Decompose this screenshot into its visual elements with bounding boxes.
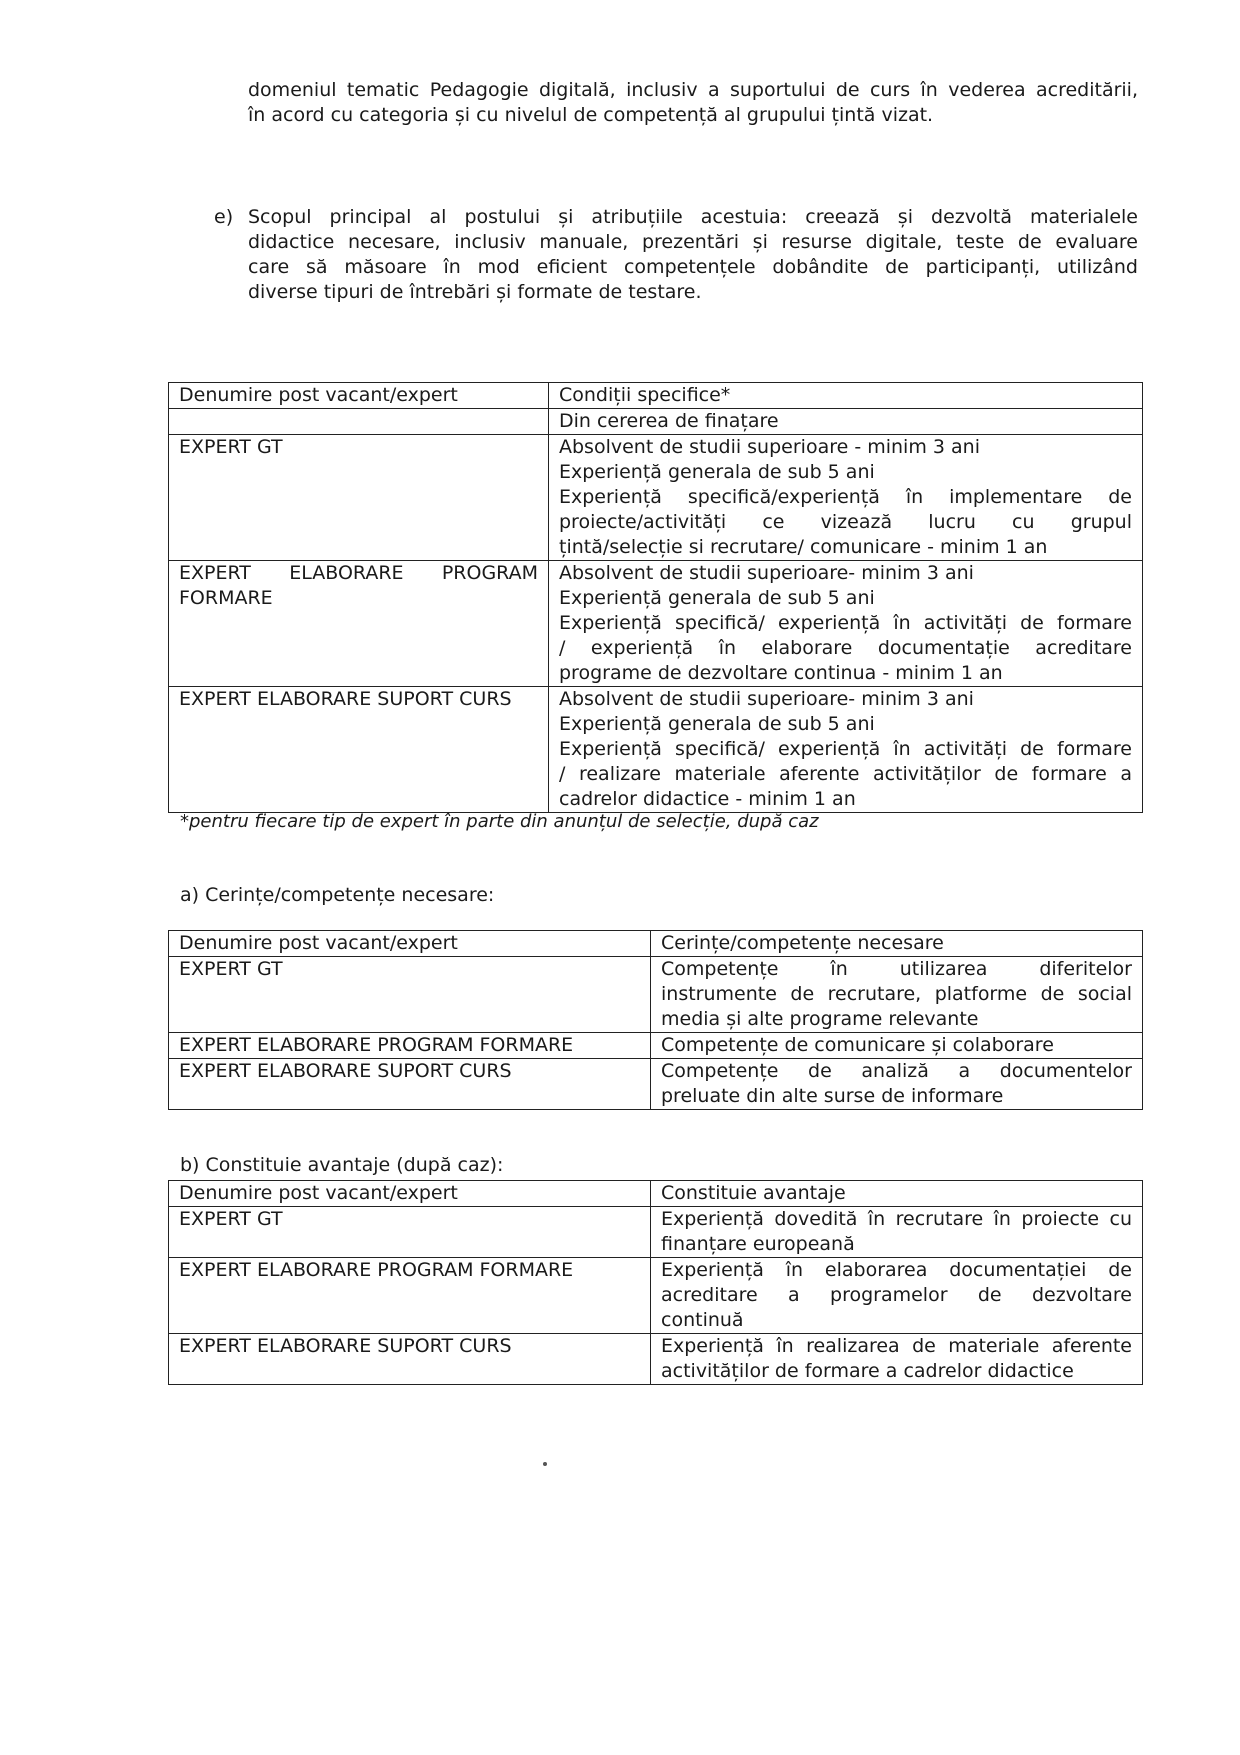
- specific-conditions-table: [168, 382, 1143, 813]
- conditions-cell: [549, 435, 1143, 561]
- section-e-line: care să măsoare în mod eficient competențele dobândite de participanți, utilizând: [248, 256, 1138, 278]
- table-header-row: [169, 931, 1143, 957]
- competence-line: instrumente de recrutare, platforme de social: [661, 983, 1132, 1005]
- advantage-line: finanțare europeană: [661, 1233, 855, 1255]
- condition-line: Absolvent de studii superioare - minim 3 ani: [559, 436, 980, 458]
- scan-speck: [543, 1462, 547, 1466]
- header-post: Denumire post vacant/expert: [169, 383, 549, 409]
- condition-line: proiecte/activități ce vizează lucru cu grupul: [559, 511, 1132, 533]
- advantages-table: [168, 1180, 1143, 1385]
- condition-line: țintă/selecție si recrutare/ comunicare - minim 1 an: [559, 536, 1048, 558]
- post-cell: EXPERT ELABORARE PROGRAM FORMARE: [169, 1033, 651, 1059]
- advantage-line: Experiență în realizarea de materiale aferente: [661, 1335, 1132, 1357]
- section-e: [214, 205, 1138, 305]
- competences-cell: [651, 1059, 1143, 1110]
- post-cell: EXPERT GT: [169, 957, 651, 1033]
- condition-line: Absolvent de studii superioare- minim 3 ani: [559, 688, 974, 710]
- header-competences: Cerințe/competențe necesare: [651, 931, 1143, 957]
- section-e-line: diverse tipuri de întrebări și formate de testare.: [248, 281, 702, 303]
- table-row: [169, 957, 1143, 1033]
- conditions-cell: [549, 561, 1143, 687]
- post-cell: [169, 687, 549, 813]
- advantage-line: continuă: [661, 1309, 744, 1331]
- table-row: [169, 561, 1143, 687]
- table-header-row: [169, 1181, 1143, 1207]
- condition-line: Experiență specifică/ experiență în activități de formare: [559, 738, 1132, 760]
- table-subheader-row: [169, 409, 1143, 435]
- header-advantages: Constituie avantaje: [651, 1181, 1143, 1207]
- table-row: [169, 1207, 1143, 1258]
- required-competences-table: [168, 930, 1143, 1110]
- conditions-cell: [549, 687, 1143, 813]
- table-footnote: *pentru fiecare tip de expert în parte din anunțul de selecție, după caz: [180, 811, 819, 832]
- table-header-row: [169, 383, 1143, 409]
- post-cell: EXPERT GT: [169, 1207, 651, 1258]
- post-cell: [169, 435, 549, 561]
- header-post: Denumire post vacant/expert: [169, 1181, 651, 1207]
- advantage-line: Experiență dovedită în recrutare în proiecte cu: [661, 1208, 1132, 1230]
- advantages-cell: [651, 1258, 1143, 1334]
- condition-line: Experiență generala de sub 5 ani: [559, 713, 875, 735]
- advantages-cell: [651, 1207, 1143, 1258]
- condition-line: / realizare materiale aferente activităților de formare a: [559, 763, 1132, 785]
- post-line: FORMARE: [179, 587, 273, 609]
- condition-line: Experiență specifică/ experiență în activități de formare: [559, 612, 1132, 634]
- post-line: EXPERT ELABORARE SUPORT CURS: [179, 688, 512, 710]
- table-row: [169, 435, 1143, 561]
- table-row: [169, 687, 1143, 813]
- header-post: Denumire post vacant/expert: [169, 931, 651, 957]
- intro-paragraph: [248, 78, 1138, 128]
- advantage-line: Experiență în elaborarea documentației de: [661, 1259, 1132, 1281]
- condition-line: cadrelor didactice - minim 1 an: [559, 788, 856, 810]
- post-cell: EXPERT ELABORARE SUPORT CURS: [169, 1059, 651, 1110]
- table-row: [169, 1033, 1143, 1059]
- post-cell: EXPERT ELABORARE SUPORT CURS: [169, 1334, 651, 1385]
- section-e-line: Scopul principal al postului și atribuțiile acestuia: creează și dezvoltă materialele: [248, 206, 1138, 228]
- condition-line: / experiență în elaborare documentație acreditare: [559, 637, 1132, 659]
- section-a-heading: a) Cerințe/competențe necesare:: [180, 884, 495, 906]
- competences-cell: [651, 1033, 1143, 1059]
- competence-line: Competențe de comunicare și colaborare: [661, 1034, 1054, 1056]
- post-cell: [169, 561, 549, 687]
- competence-line: media și alte programe relevante: [661, 1008, 979, 1030]
- condition-line: Experiență generala de sub 5 ani: [559, 587, 875, 609]
- condition-line: Experiență specifică/experiență în implementare de: [559, 486, 1132, 508]
- table-row: [169, 1334, 1143, 1385]
- advantage-line: activităților de formare a cadrelor didactice: [661, 1360, 1074, 1382]
- table-row: [169, 1059, 1143, 1110]
- post-line: EXPERT ELABORARE PROGRAM: [179, 562, 538, 584]
- condition-line: Absolvent de studii superioare- minim 3 ani: [559, 562, 974, 584]
- section-e-line: didactice necesare, inclusiv manuale, prezentări și resurse digitale, teste de evaluare: [248, 231, 1138, 253]
- intro-line: în acord cu categoria și cu nivelul de competență al grupului țintă vizat.: [248, 104, 934, 126]
- competence-line: preluate din alte surse de informare: [661, 1085, 1004, 1107]
- post-line: EXPERT GT: [179, 436, 283, 458]
- condition-line: programe de dezvoltare continua - minim 1 an: [559, 662, 1003, 684]
- competences-cell: [651, 957, 1143, 1033]
- advantage-line: acreditare a programelor de dezvoltare: [661, 1284, 1132, 1306]
- subheader-empty: [169, 409, 549, 435]
- competence-line: Competențe de analiză a documentelor: [661, 1060, 1132, 1082]
- header-conditions: Condiții specifice*: [549, 383, 1143, 409]
- competence-line: Competențe în utilizarea diferitelor: [661, 958, 1132, 980]
- table-row: [169, 1258, 1143, 1334]
- section-b-heading: b) Constituie avantaje (după caz):: [180, 1154, 504, 1176]
- intro-line: domeniul tematic Pedagogie digitală, inclusiv a suportului de curs în vederea acreditării,: [248, 79, 1138, 101]
- section-e-label: e): [214, 206, 234, 228]
- section-e-text: [248, 205, 1138, 305]
- condition-line: Experiență generala de sub 5 ani: [559, 461, 875, 483]
- post-cell: EXPERT ELABORARE PROGRAM FORMARE: [169, 1258, 651, 1334]
- advantages-cell: [651, 1334, 1143, 1385]
- subheader-source: Din cererea de finațare: [549, 409, 1143, 435]
